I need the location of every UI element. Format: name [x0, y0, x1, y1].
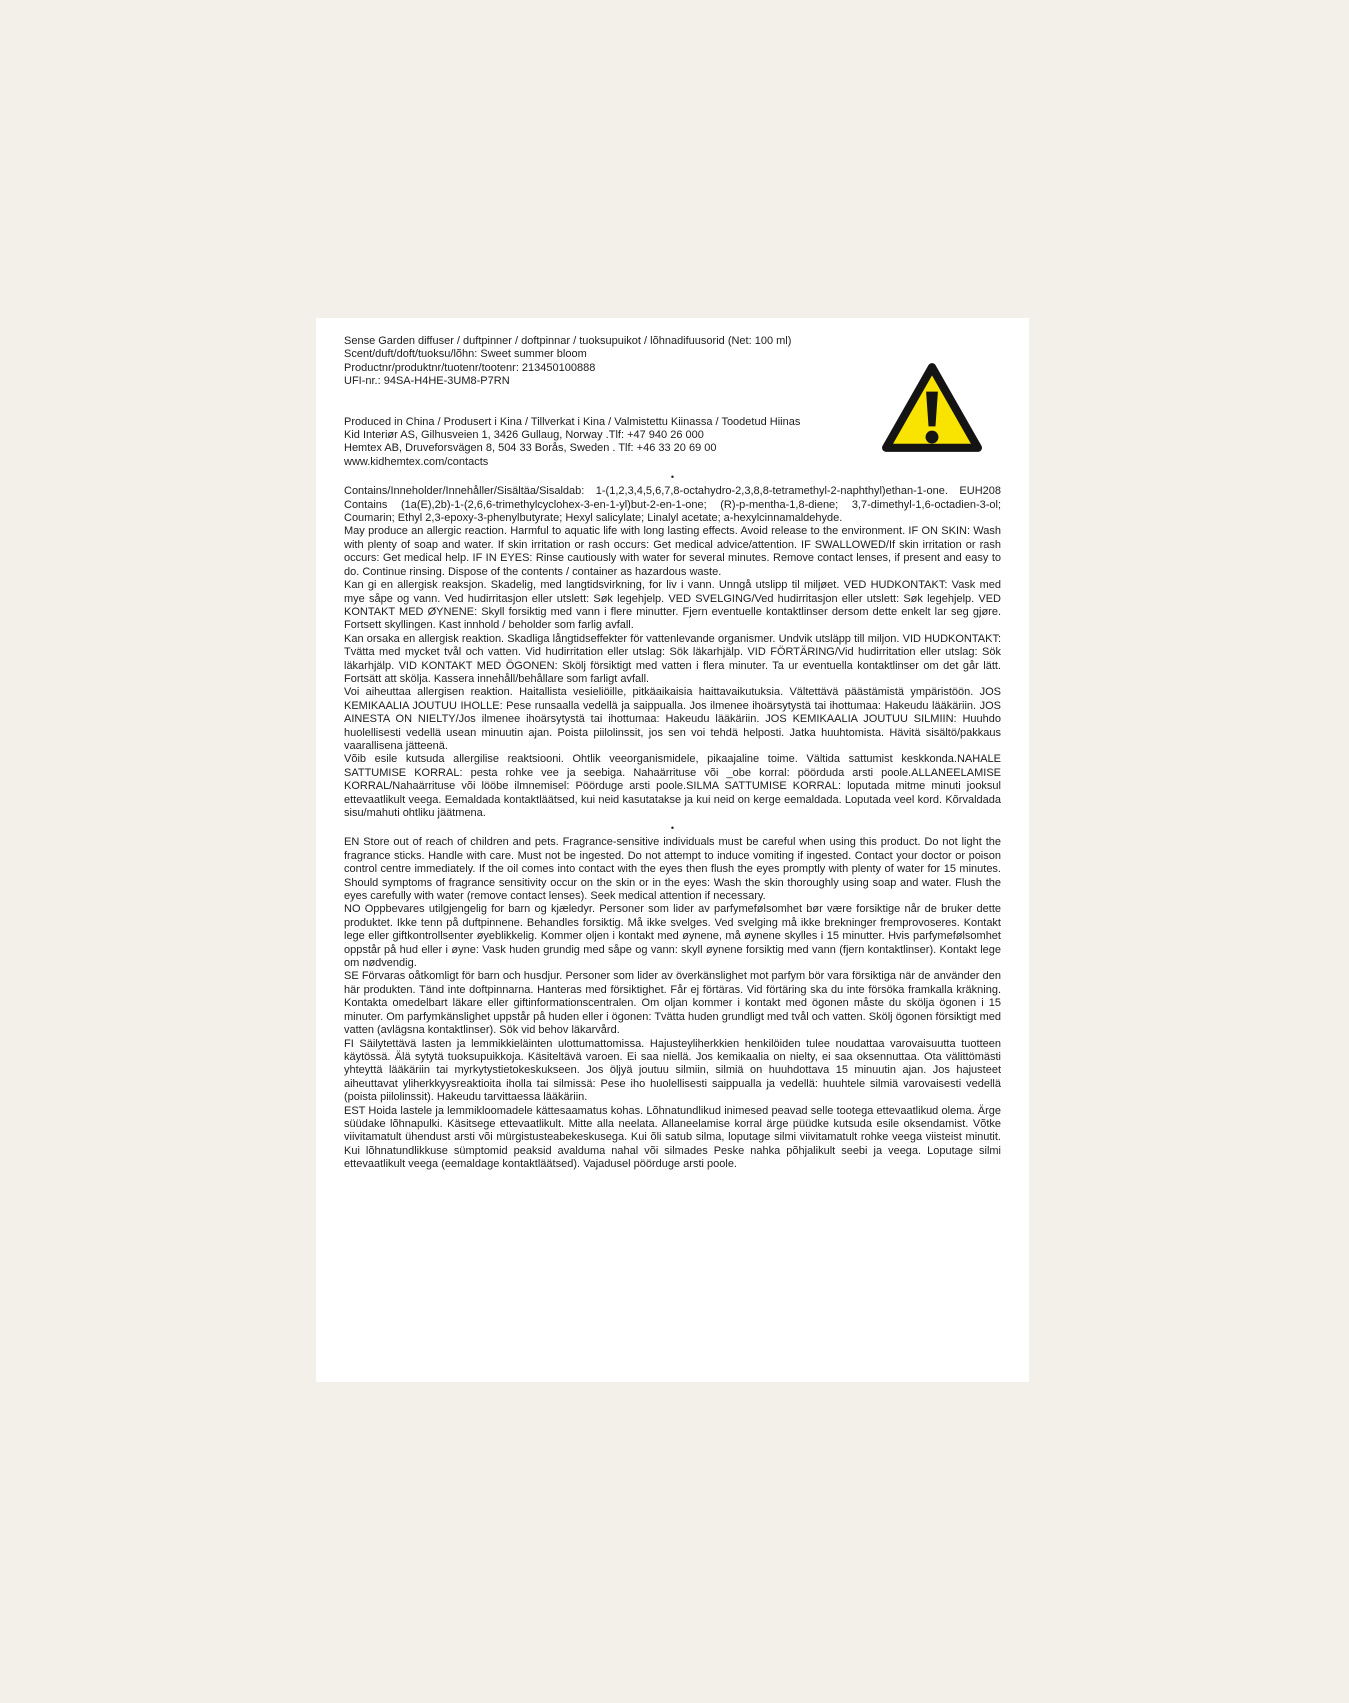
scent-line: Scent/duft/doft/tuoksu/lõhn: Sweet summer bloom	[344, 348, 587, 361]
hazard-statement-est: Võib esile kutsuda allergilise reaktsiooni. Ohtlik veeorganismidele, pikaajaline toime. Vältida sattumist keskkonda.NAHALE SATTUMISE KORRAL: pesta rohke vee ja seebiga. Nahaärrituse või _obe korral: pöörduda arsti poole.ALLANEELAMISE KORRAL/Nahaärrituse või lööbe ilmnemisel: Pöörduge arsti poole.SILMA SATTUMISE KORRAL: loputada mitme minuti jooksul ettevaatlikult veega. Eemaldada kontaktläätsed, kui neid kasutatakse ja kui neid on kerge eemaldada. Loputada veel kord. Kõrvaldada sisu/mahuti ohtliku jäätmena.	[344, 753, 1001, 819]
hazard-statement-se: Kan orsaka en allergisk reaktion. Skadliga långtidseffekter för vattenlevande organismer. Undvik utsläpp till miljon. VID HUDKONTAKT: Tvätta med mycket tvål och vatten. Vid hudirritation eller utslag: Sök läkarhjälp. VID FÖRTÄRING/Vid hudirritation eller utslag: Sök läkarhjälp. VID KONTAKT MED ÖGONEN: Skölj försiktigt med vatten i flera minuter. Ta ur eventuella kontaktlinser om det går lätt. Fortsätt att skölja. Kassera innehåll/behållare som farligt avfall.	[344, 632, 1001, 685]
hazard-statement-fi: Voi aiheuttaa allergisen reaktion. Haitallista vesieliöille, pitkäaikaisia haittavaikutuksia. Vältettävä päästämistä ympäristöön. JOS KEMIKAALIA JOUTUU IHOLLE: Pese runsaalla vedellä ja saippualla. Jos ilmenee ihoärsytystä tai ihottumaa: Hakeudu lääkäriin. JOS AINESTA ON NIELTY/Jos ilmenee ihoärsytystä tai ihottumaa: Hakeudu lääkäriin. JOS KEMIKAALIA JOUTUU SILMIIN: Huuhdo huolellisesti vedellä usean minuutin ajan. Poista piilolinssit, jos sen voi tehdä helposti. Jatka huuhtomista. Hävitä sisältö/pakkaus vaarallisena jätteenä.	[344, 686, 1001, 752]
product-title: Sense Garden diffuser / duftpinner / doftpinnar / tuoksupuikot / lõhnadifuusorid (Net: 100 ml)	[344, 335, 792, 347]
hazard-statement-en: May produce an allergic reaction. Harmful to aquatic life with long lasting effects. Avoid release to the environment. IF ON SKIN: Wash with plenty of soap and water. If skin irritation or rash occurs: Get medical advice/attention. IF SWALLOWED/If skin irritation or rash occurs: Get medical help. IF IN EYES: Rinse cautiously with water for several minutes. Remove contact lenses, if present and easy to do. Continue rinsing. Dispose of the contents / container as hazardous waste.	[344, 525, 1001, 578]
product-number-line: Productnr/produktnr/tuotenr/tootenr: 213450100888	[344, 361, 596, 374]
hazard-statement-no: Kan gi en allergisk reaksjon. Skadelig, med langtidsvirkning, for liv i vann. Unngå utslipp til miljøet. VED HUDKONTAKT: Vask med mye såpe og vann. Ved hudirritasjon eller utslett: Søk legehjelp. VED SVELGING/Ved hudirritasjon eller utslett: Søk legehjelp. VED KONTAKT MED ØYNENE: Skyll forsiktig med vann i flere minutter. Fjern eventuelle kontaktlinser dersom dette enkelt lar seg gjøre. Fortsett skyllingen. Kast innhold / beholder som farlig avfall.	[344, 579, 1001, 632]
safety-instructions-fi: FI Säilytettävä lasten ja lemmikkieläinten ulottumattomissa. Hajusteyliherkkien henkilöiden tulee noudattaa varovaisuutta tuotteen käytössä. Älä sytytä tuoksupuikkoja. Käsiteltävä varoen. Ei saa niellä. Jos kemikaalia on nielty, ei saa oksennuttaa. Ota välittömästi yhteyttä lääkäriin tai myrkytystietokeskukseen. Jos öljyä joutuu silmiin, silmiä on huuhdottava 15 minuutin ajan. Jos hajusteet aiheuttavat yliherkkyysreaktioita iholla tai silmissä: Pese iho huolellisesti saippualla ja vedellä: huuhtele silmiä varovaisesti vedellä (poista piilolinssit). Hakeudu tarvittaessa lääkäriin.	[344, 1037, 1001, 1104]
ufi-line: UFI-nr.: 94SA-H4HE-3UM8-P7RN	[344, 375, 510, 388]
safety-instructions-se: SE Förvaras oåtkomligt för barn och husdjur. Personer som lider av överkänslighet mot parfym bör vara försiktiga när de använder den här produkten. Tänd inte doftpinnarna. Hanteras med försiktighet. Får ej förtäras. Vid förtäring ska du inte försöka framkalla kräkning. Kontakta omedelbart läkare eller giftinformationscentralen. Om oljan kommer i kontakt med ögonen måste du skölja ögonen i 15 minuter. Om parfymkänslighet uppstår på huden eller i ögonen: Tvätta huden grundligt med tvål och vatten. Skölj ögonen försiktigt med vatten (avlägsna kontaktlinser). Sök vid behov läkarvård.	[344, 970, 1001, 1037]
safety-instructions-no: NO Oppbevares utilgjengelig for barn og kjæledyr. Personer som lider av parfymefølsomhet bør være forsiktige når de bruker dette produktet. Ikke tenn på duftpinnene. Behandles forsiktig. Må ikke svelges. Ved svelging må ikke brekninger fremprovoseres. Kontakt lege eller giftkontrollsenter øyeblikkelig. Kommer oljen i kontakt med øynene, må øynene skylles i 15 minutter. Hvis parfymefølsomhet oppstår på hud eller i øyne: Vask huden grundig med såpe og vann: skyll øynene forsiktig med vann (fjern kontaktlinser). Kontakt lege om nødvendig.	[344, 903, 1001, 970]
section-divider-bullet: •	[670, 472, 675, 483]
contains-statement: Contains/Inneholder/Innehåller/Sisältäa/Sisaldab: 1-(1,2,3,4,5,6,7,8-octahydro-2,3,8,8-tetramethyl-2-naphthyl)ethan-1-one. EUH208 Contains (1a(E),2b)-1-(2,6,6-trimethylcyclohex-3-en-1-yl)but-2-en-1-one; (R)-p-mentha-1,8-diene; 3,7-dimethyl-1,6-octadien-3-ol; Coumarin; Ethyl 2,3-epoxy-3-phenylbutyrate; Hexyl salicylate; Linalyl acetate; a-hexylcinnamaldehyde.	[344, 485, 1001, 525]
safety-instructions-en: EN Store out of reach of children and pets. Fragrance-sensitive individuals must be careful when using this product. Do not light the fragrance sticks. Handle with care. Must not be ingested. Do not attempt to induce vomiting if ingested. Contact your doctor or poison control centre immediately. If the oil comes into contact with the eyes then flush the eyes promptly with plenty of water for 15 minutes. Should symptoms of fragrance sensitivity occur on the skin or in the eyes: Wash the skin thoroughly using soap and water. Flush the eyes carefully with water (remove contact lenses). Seek medical attention if necessary.	[344, 836, 1001, 903]
website-line: www.kidhemtex.com/contacts	[344, 455, 489, 468]
warning-triangle-icon	[881, 363, 983, 453]
safety-instructions-est: EST Hoida lastele ja lemmikloomadele kättesaamatus kohas. Lõhnatundlikud inimesed peavad selle tootega ettevaatlikud olema. Ärge süüdake lõhnapulki. Käsitsege ettevaatlikult. Mitte alla neelata. Allaneelamise korral ärge püüdke kutsuda esile oksendamist. Võtke viivitamatult ühendust arsti või mürgistusteabekeskusega. Kui õli satub silma, loputage silmi viivitamatult rohke veega viisteist minutit. Kui lõhnatundlikkuse sümptomid peaksid avalduma nahal või silmades Peske nahka põhjalikult seebi ja veega. Loputage silmi ettevaatlikult veega (eemaldage kontaktläätsed). Vajadusel pöörduge arsti poole.	[344, 1104, 1001, 1171]
address-sweden-line: Hemtex AB, Druveforsvägen 8, 504 33 Borås, Sweden . Tlf: +46 33 20 69 00	[344, 442, 717, 455]
produced-in-line: Produced in China / Produsert i Kina / Tillverkat i Kina / Valmistettu Kiinassa / Toodetud Hiinas	[344, 415, 801, 428]
section-divider-bullet: •	[670, 823, 675, 834]
address-norway-line: Kid Interiør AS, Gilhusveien 1, 3426 Gullaug, Norway .Tlf: +47 940 26 000	[344, 429, 704, 442]
product-label-page	[316, 318, 1029, 1382]
